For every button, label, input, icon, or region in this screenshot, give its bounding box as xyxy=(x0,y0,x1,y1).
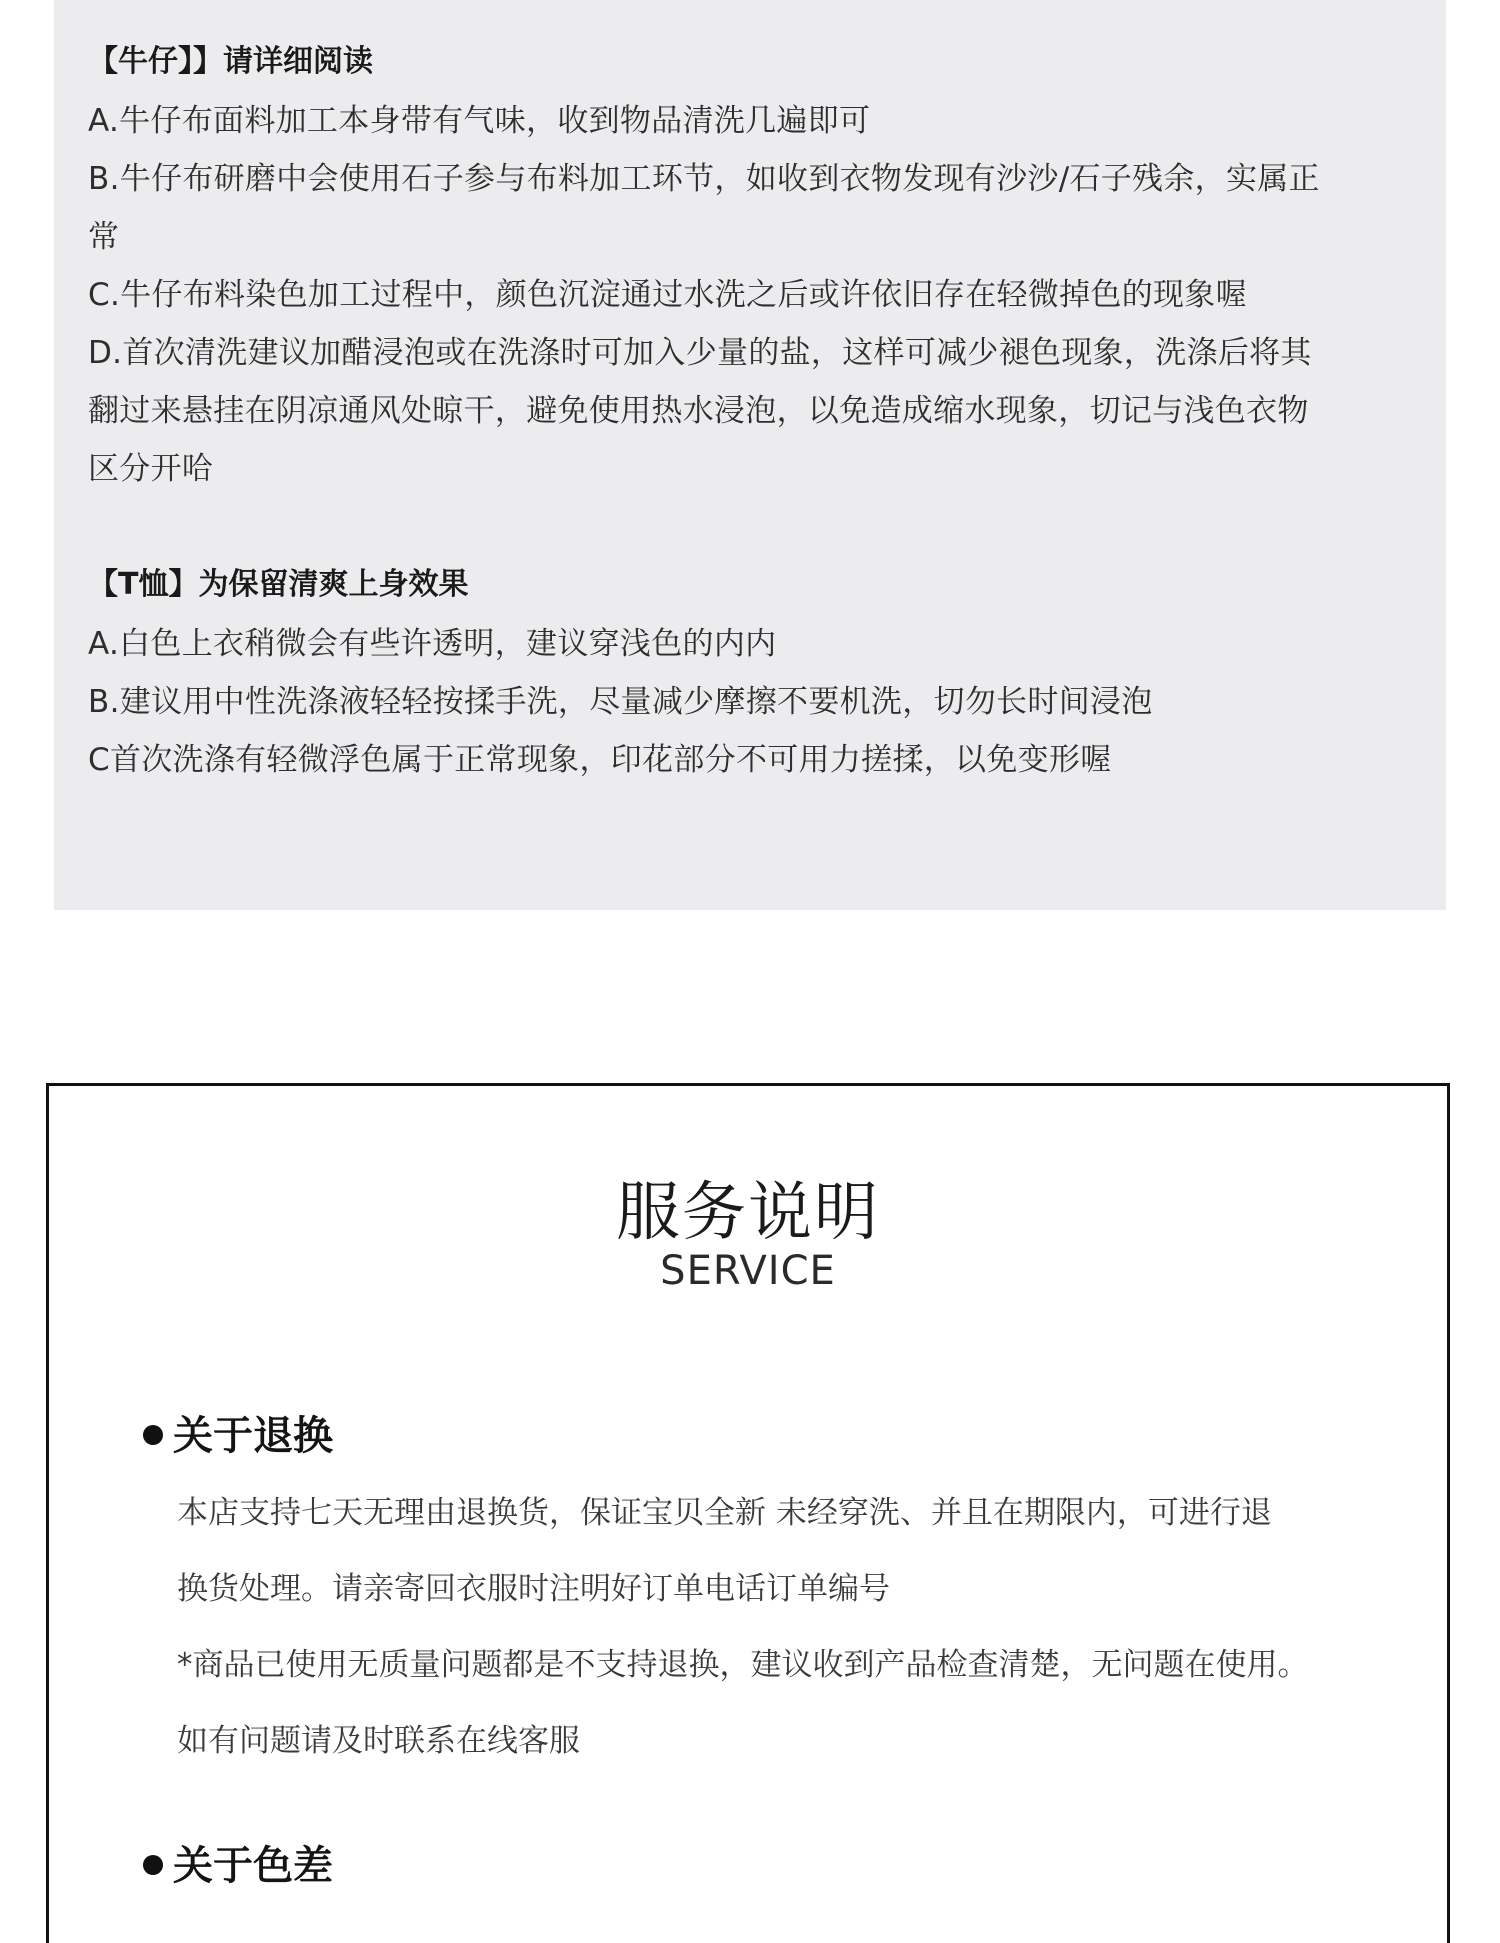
tshirt-care-section xyxy=(88,555,1428,789)
color-diff-heading xyxy=(143,1838,333,1894)
service-title: 服务说明 xyxy=(616,1176,880,1250)
tshirt-care-title: 【T恤】为保留清爽上身效果 xyxy=(88,567,469,602)
tshirt-care-line: B.建议用中性洗涤液轻轻按揉手洗，尽量减少摩擦不要机洗，切勿长时间浸泡 xyxy=(88,684,1153,720)
returns-line: *商品已使用无质量问题都是不支持退换，建议收到产品检查清楚，无问题在使用。 xyxy=(177,1647,1309,1683)
tshirt-care-line: A.白色上衣稍微会有些许透明，建议穿浅色的内内 xyxy=(88,626,777,662)
bullet-dot-icon xyxy=(143,1855,163,1875)
denim-care-section xyxy=(88,32,1428,498)
returns-line: 换货处理。请亲寄回衣服时注明好订单电话订单编号 xyxy=(177,1571,890,1607)
returns-heading xyxy=(143,1408,333,1464)
denim-care-line: D.首次清洗建议加醋浸泡或在洗涤时可加入少量的盐，这样可减少褪色现象，洗涤后将其 xyxy=(88,335,1312,371)
denim-care-line: B.牛仔布研磨中会使用石子参与布料加工环节，如收到衣物发现有沙沙/石子残余，实属正 xyxy=(88,161,1320,197)
returns-line: 本店支持七天无理由退换货，保证宝贝全新 未经穿洗、并且在期限内，可进行退 xyxy=(177,1495,1272,1531)
bullet-dot-icon xyxy=(143,1425,163,1445)
denim-care-line: 翻过来悬挂在阴凉通风处晾干，避免使用热水浸泡，以免造成缩水现象，切记与浅色衣物 xyxy=(88,393,1309,429)
denim-care-line: A.牛仔布面料加工本身带有气味，收到物品清洗几遍即可 xyxy=(88,103,871,139)
tshirt-care-line: C首次洗涤有轻微浮色属于正常现象，印花部分不可用力搓揉，以免变形喔 xyxy=(88,742,1112,778)
service-info-box xyxy=(46,1083,1450,1943)
care-instructions-panel xyxy=(54,0,1446,910)
denim-care-line: 常 xyxy=(88,219,120,255)
color-diff-heading-text: 关于色差 xyxy=(173,1843,333,1889)
denim-care-line: 区分开哈 xyxy=(88,451,214,487)
returns-paragraph xyxy=(177,1475,1427,1779)
denim-care-title: 【牛仔】】请详细阅读 xyxy=(88,44,373,79)
returns-line: 如有问题请及时联系在线客服 xyxy=(177,1723,580,1759)
service-subtitle: SERVICE xyxy=(660,1248,836,1294)
returns-heading-text: 关于退换 xyxy=(173,1413,333,1459)
denim-care-line: C.牛仔布料染色加工过程中，颜色沉淀通过水洗之后或许依旧存在轻微掉色的现象喔 xyxy=(88,277,1247,313)
